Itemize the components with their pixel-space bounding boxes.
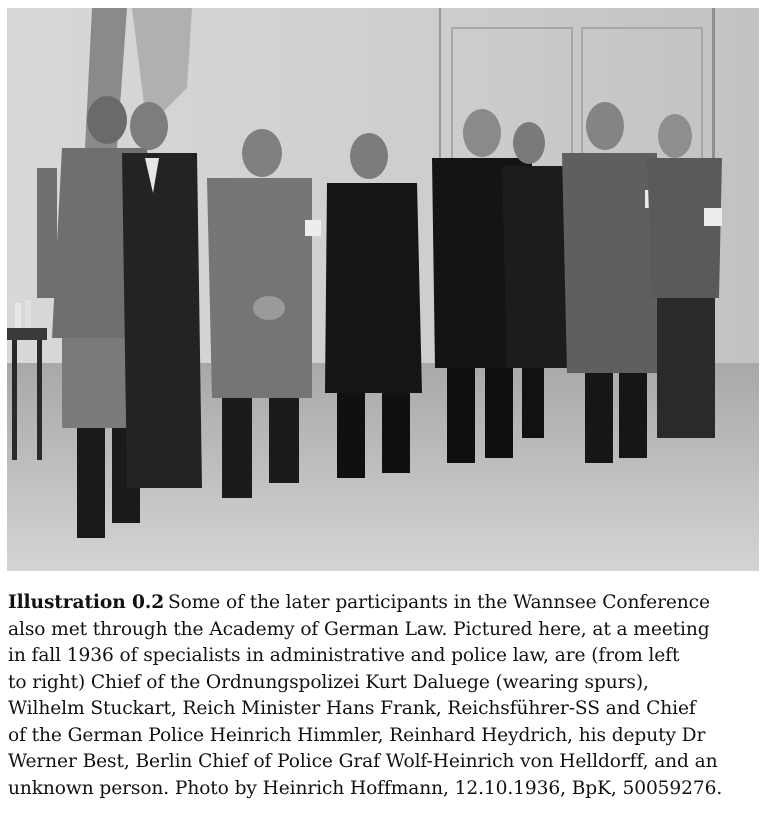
caption-line: Werner Best, Berlin Chief of Police Graf Wolf-Heinrich von Helldorff, and an xyxy=(8,751,718,772)
caption-text: Some of the later participants in the Wannsee Conference xyxy=(168,592,710,613)
caption-line: of the German Police Heinrich Himmler, Reinhard Heydrich, his deputy Dr xyxy=(8,724,706,746)
caption-line: in fall 1936 of specialists in administrative and police law, are (from left xyxy=(8,645,680,666)
caption-line: to right) Chief of the Ordnungspolizei Kurt Daluege (wearing spurs), xyxy=(8,671,649,693)
caption-line: unknown person. Photo by Heinrich Hoffmann, 12.10.1936, BpK, 50059276. xyxy=(8,777,723,799)
person-2 xyxy=(122,102,202,488)
caption-line: Wilhelm Stuckart, Reich Minister Hans Frank, Reichsführer-SS and Chief xyxy=(8,698,696,719)
caption-line: also met through the Academy of German Law. Pictured here, at a meeting xyxy=(8,618,710,640)
side-table xyxy=(7,328,47,340)
figure-caption xyxy=(8,590,760,802)
historical-photograph xyxy=(7,8,759,571)
person-8 xyxy=(647,114,722,438)
caption-line xyxy=(8,590,760,617)
photo-illustration xyxy=(7,8,759,571)
caption-label: Illustration 0.2 xyxy=(8,592,165,613)
